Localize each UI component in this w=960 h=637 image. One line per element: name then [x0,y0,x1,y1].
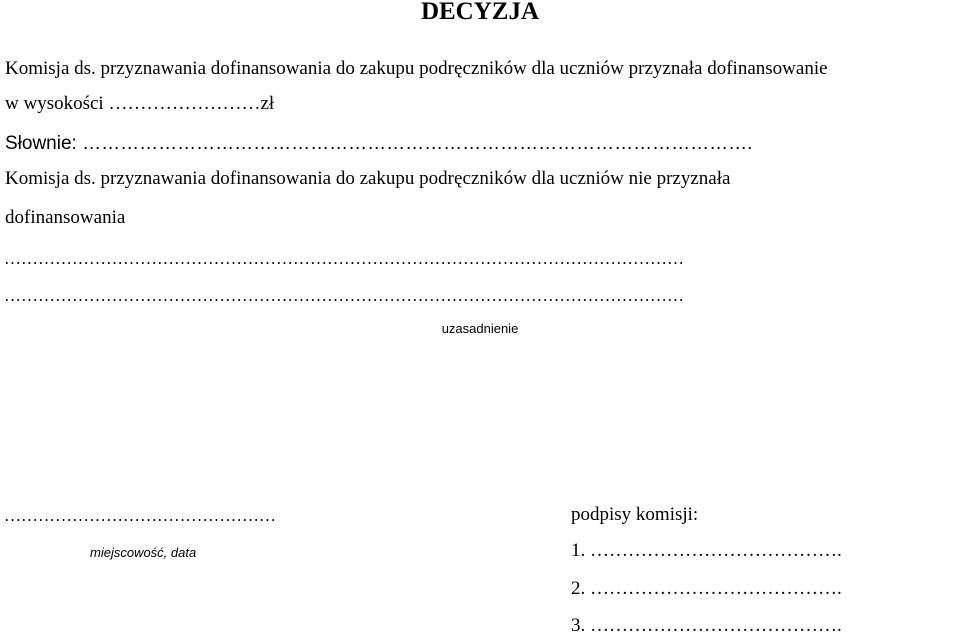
refused-statement-line2: dofinansowania [5,207,126,228]
justification-dots-line1: ………………………………………………………………………………………………………… [4,249,684,268]
place-date-dots: ………………………………………… [4,506,276,525]
refused-statement-line1: Komisja ds. przyznawania dofinansowania do zakupu podręczników dla uczniów nie przyznała [5,168,731,189]
signature-line-2: 2. …………………………………. [571,578,842,599]
justification-dots-line2: ………………………………………………………………………………………………………… [4,286,684,305]
amount-in-words-line: Słownie: ……………………………………………………………………………………………. [5,133,753,154]
granted-statement-line1: Komisja ds. przyznawania dofinansowania do zakupu podręczników dla uczniów przyznała dofinansowanie [5,58,828,79]
signature-line-3: 3. …………………………………. [571,615,842,636]
place-date-label: miejscowość, data [90,545,197,560]
document-title: DECYZJA [420,0,540,25]
granted-amount-line: w wysokości ……………………zł [5,93,275,114]
justification-label: uzasadnienie [441,321,519,336]
signature-line-1: 1. …………………………………. [571,540,842,561]
signatures-heading: podpisy komisji: [571,504,699,525]
